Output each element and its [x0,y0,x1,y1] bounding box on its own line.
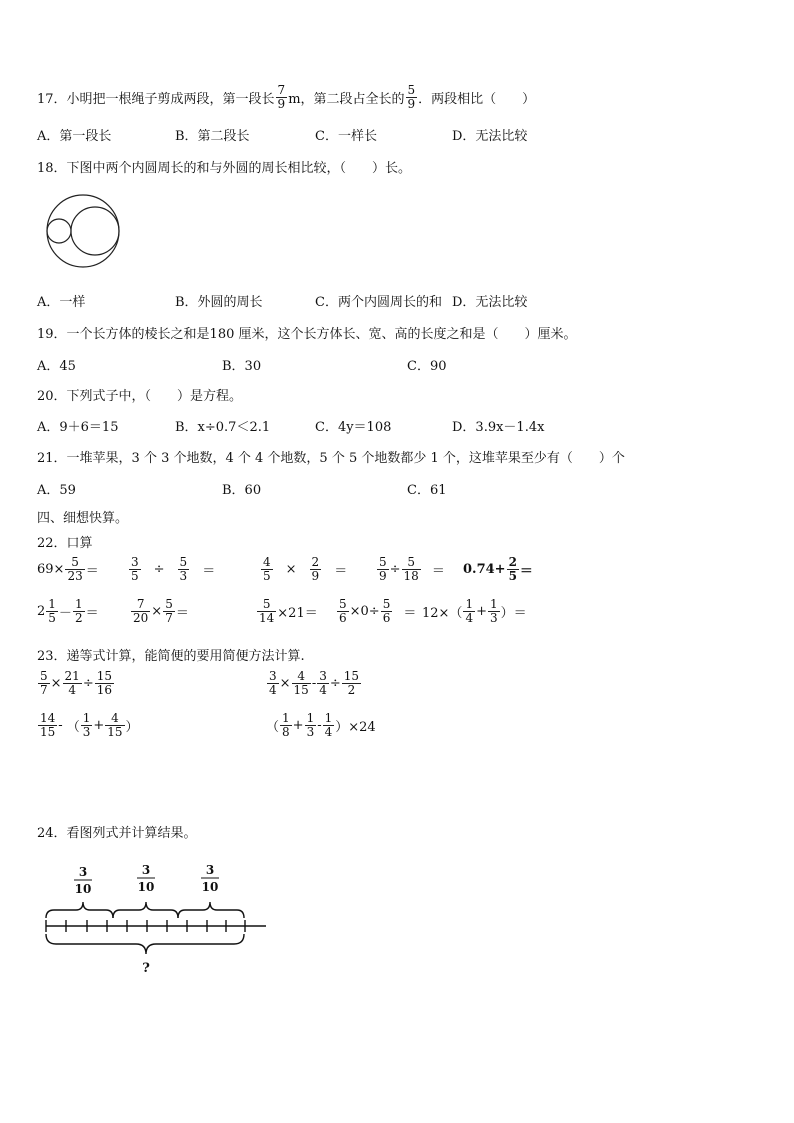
numerator: 7 [136,597,145,611]
numerator: 15 [343,669,360,683]
fraction [381,598,393,624]
operator: × [50,675,62,691]
denominator: 5 [508,568,517,583]
q22-expr-1 [37,556,99,582]
question-19: 19．一个长方体的棱长之和是180 厘米，这个长方体长、宽、高的长度之和是（ ）厘米。 [37,327,577,342]
denominator: 7 [165,610,173,625]
operator: + [476,603,487,619]
fraction [257,598,276,624]
q18-option-d[interactable]: D．无法比较 [452,295,528,310]
q17-text-pre: 17．小明把一根绳子剪成两段，第一段长 [37,91,275,107]
q19-option-a[interactable]: A．45 [37,359,76,374]
equals: ＝ [175,605,189,621]
section-heading: 四、细想快算。 [37,511,129,526]
operator: × [53,561,65,577]
q17-fraction-1 [276,84,288,110]
question-24-title: 24．看图列式并计算结果。 [37,826,197,841]
denominator: 5 [263,568,271,583]
denominator: 3 [82,724,91,739]
denominator: 16 [96,682,113,697]
fraction [178,556,190,582]
q21-option-b[interactable]: B．60 [222,483,262,498]
fraction [261,556,273,582]
fraction [305,712,317,738]
q20-option-b[interactable]: B．x÷0.7＜2.1 [175,420,271,435]
equals: ＝ [85,563,99,579]
q22-expr-10 [422,598,527,624]
operator: + [93,717,105,733]
numerator: 3 [319,669,327,683]
label-numerator-2: 3 [141,863,151,877]
q22-expr-9 [336,598,416,624]
operator: ×21＝ [277,605,318,621]
q20-option-a[interactable]: A．9＋6＝15 [37,420,119,435]
q17-option-d[interactable]: D．无法比较 [452,129,528,144]
operator: - [317,717,322,733]
q18-option-a[interactable]: A．一样 [37,295,86,310]
fraction [63,670,82,696]
question-18: 18．下图中两个内圆周长的和与外圆的周长相比较，（ ）长。 [37,161,412,176]
fraction [46,598,58,624]
fraction [402,556,421,582]
q23-expr-1 [37,670,115,696]
numerator: 21 [64,669,80,683]
denominator: 15 [293,682,309,697]
numerator: 1 [282,711,290,725]
question-21: 21．一堆苹果，3 个 3 个地数，4 个 4 个地数，5 个 5 个地数都少 1 个，这堆苹果至少有（ ）个 [37,451,625,466]
q22-expr-8 [256,598,318,624]
numerator: 4 [111,711,119,725]
q22-expr-5 [463,556,533,582]
numerator: 5 [339,597,347,611]
denominator: 18 [403,568,419,583]
label-denominator-1: 10 [74,882,92,896]
fraction [105,712,124,738]
denominator: 20 [133,610,149,625]
top-brace-1 [46,902,113,918]
numerator: 7 [277,83,286,97]
operator: ）×24 [335,719,376,735]
q17-fraction-2 [406,84,418,110]
q23-expr-4 [266,712,376,738]
equals: ＝ [85,605,99,621]
fraction [95,670,114,696]
numerator: 5 [71,555,79,569]
denominator: 3 [179,568,188,583]
number: 69 [37,561,54,577]
denominator: 3 [489,610,498,625]
numerator: 14 [40,711,56,725]
numerator: 5 [407,83,416,97]
numerator: 5 [407,555,415,569]
denominator: 3 [306,724,315,739]
equals: ＝ [202,563,216,579]
denominator: 4 [324,724,333,739]
equals: ＝ [431,563,445,579]
operator: × [279,675,291,691]
denominator: 9 [407,96,416,111]
operator: + [292,717,304,733]
denominator: 4 [465,610,474,625]
denominator: 9 [311,568,320,583]
q22-expr-3 [260,556,347,582]
q22-expr-4 [376,556,445,582]
fraction [131,598,150,624]
outer-circle [47,195,119,267]
fraction [310,556,322,582]
numerator: 1 [306,711,315,725]
q19-option-c[interactable]: C．90 [407,359,447,374]
q17-option-c[interactable]: C．一样长 [315,129,377,144]
fraction [337,598,349,624]
q19-option-b[interactable]: B．30 [222,359,262,374]
denominator: 23 [67,568,83,583]
operator: × [151,603,163,619]
fraction [81,712,93,738]
denominator: 4 [319,682,327,697]
question-22-title: 22．口算 [37,536,93,551]
denominator: 15 [40,724,56,739]
numerator: 4 [263,555,271,569]
q23-expr-3 [37,712,139,738]
numerator: 5 [165,597,173,611]
operator: ÷ [389,561,401,577]
bottom-brace [46,934,244,954]
numerator: 1 [48,597,56,611]
denominator: 5 [131,568,139,583]
equals: ＝ [334,563,348,579]
label-numerator-1: 3 [78,865,88,879]
operator: ）＝ [500,605,527,621]
numerator: 5 [179,555,188,569]
numerator: 4 [297,669,305,683]
numerator: 5 [40,669,48,683]
whole-number: 2 [37,603,46,619]
numerator: 3 [269,669,277,683]
fraction [463,598,475,624]
q18-option-b[interactable]: B．外圆的周长 [175,295,263,310]
q20-option-d[interactable]: D．3.9x－1.4x [452,420,545,435]
unknown-total-label: ? [142,961,150,976]
label-numerator-3: 3 [205,863,215,877]
denominator: 5 [48,610,56,625]
numerator: 2 [508,555,517,569]
numerator: 1 [465,597,474,611]
operator: - [311,675,317,691]
top-brace-2 [113,902,178,918]
denominator: 7 [40,682,48,697]
fraction [377,556,389,582]
q22-expr-7 [130,598,189,624]
denominator: 15 [107,724,123,739]
question-17 [37,84,535,110]
operator: ÷ [329,675,341,691]
q17-text-mid: m，第二段占全长的 [288,91,405,107]
numerator: 15 [96,669,113,683]
top-brace-3 [178,902,244,918]
q22-expr-6 [37,598,99,624]
operator: × [285,561,297,577]
numerator: 1 [489,597,498,611]
fraction [317,670,329,696]
denominator: 14 [259,610,275,625]
denominator: 6 [382,610,391,625]
fraction [488,598,500,624]
denominator: 4 [269,682,277,697]
fraction [342,670,361,696]
numerator: 2 [311,555,320,569]
fraction [507,556,519,582]
fraction [280,712,292,738]
fraction [65,556,84,582]
denominator: 6 [339,610,347,625]
q17-option-a[interactable]: A．第一段长 [37,129,112,144]
fraction [292,670,311,696]
denominator: 8 [282,724,290,739]
q23-expr-2 [266,670,362,696]
question-23-title: 23．递等式计算，能简便的要用简便方法计算. [37,649,305,664]
operator: ×0÷ [349,603,380,619]
operator: ÷ [153,561,165,577]
number: 12×（ [422,605,463,621]
q18-option-c[interactable]: C．两个内圆周长的和 [315,295,442,310]
q21-option-a[interactable]: A．59 [37,483,76,498]
operator: ÷ [82,675,94,691]
numerator: 5 [379,555,387,569]
q20-option-c[interactable]: C．4y＝108 [315,420,392,435]
bracket: ） [125,719,139,735]
q17-text-post: ．两段相比（ ） [418,91,536,107]
label-denominator-2: 10 [137,880,155,894]
operator: - [58,717,63,733]
denominator: 2 [342,683,361,697]
fraction [73,598,85,624]
denominator: 9 [379,568,387,583]
inner-circle-large [71,207,119,255]
denominator: 9 [277,96,286,111]
fraction [323,712,335,738]
inner-circle-small [47,219,71,243]
q22-expr-2 [128,556,215,582]
bracket: （ [66,719,80,735]
operator: － [58,605,72,621]
numerator: 1 [74,597,83,611]
label-denominator-3: 10 [201,880,219,894]
number: 0.74+ [463,561,506,577]
fraction [267,670,279,696]
fraction-line-diagram [40,860,272,978]
denominator: 2 [74,610,83,625]
q17-option-b[interactable]: B．第二段长 [175,129,250,144]
numerator: 5 [262,597,271,611]
circles-figure [40,193,126,269]
numerator: 5 [382,597,391,611]
fraction [38,670,50,696]
denominator: 4 [63,683,82,697]
numerator: 1 [324,711,333,725]
numerator: 3 [131,555,139,569]
q21-option-c[interactable]: C．61 [407,483,447,498]
bracket: （ [266,719,280,735]
fraction [38,712,57,738]
fraction [129,556,141,582]
fraction [163,598,175,624]
question-20: 20．下列式子中，（ ）是方程。 [37,389,243,404]
numerator: 1 [82,711,91,725]
equals: ＝ [519,563,533,579]
equals: ＝ [403,605,417,621]
